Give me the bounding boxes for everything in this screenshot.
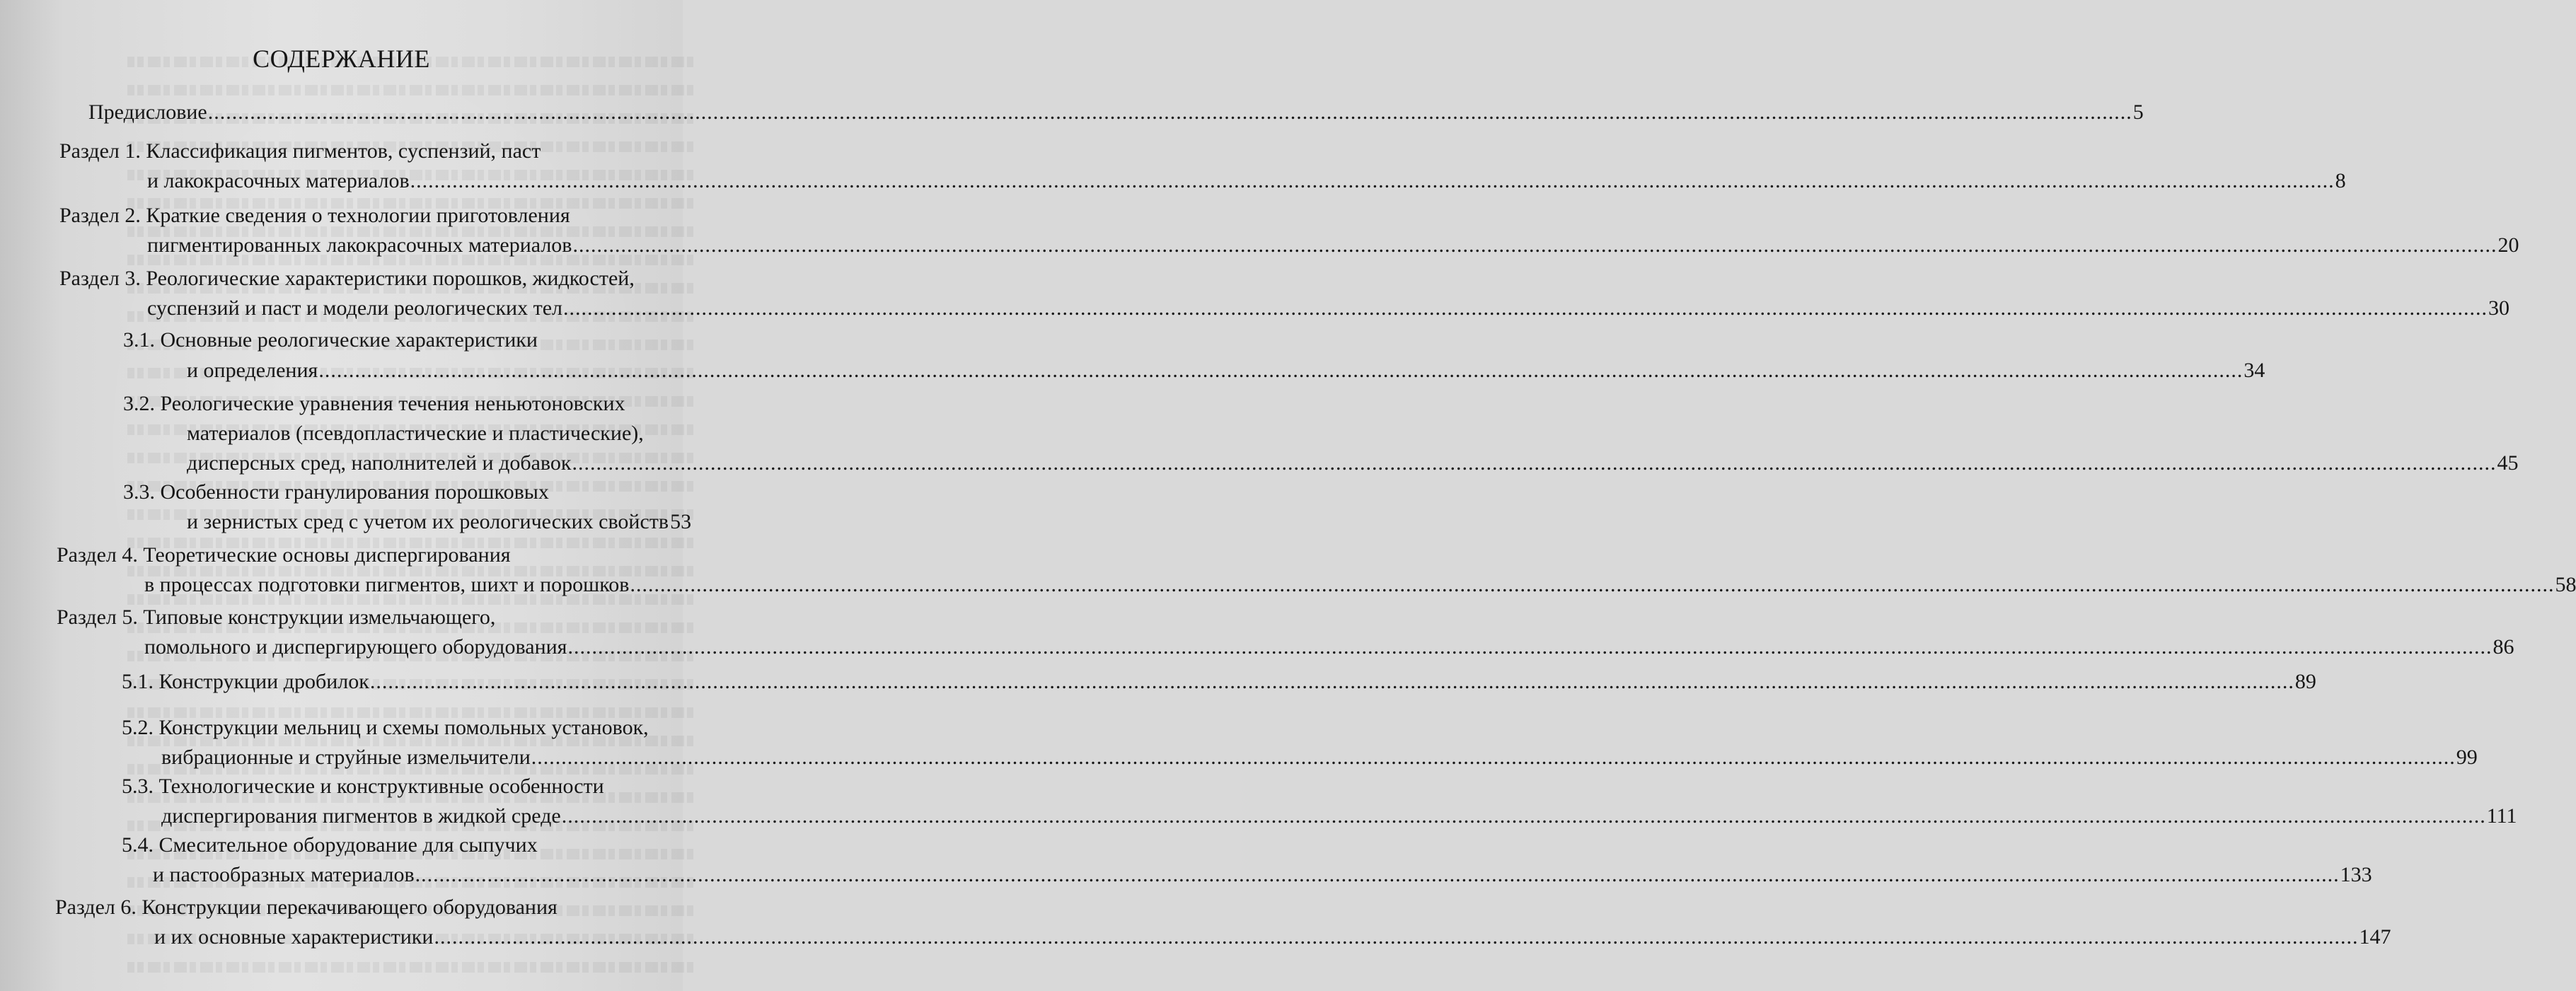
toc-page-number: 5 — [2132, 100, 2144, 124]
leader-dots — [567, 637, 2492, 658]
toc-entry-last-line — [147, 233, 2519, 257]
toc-page-number: 20 — [2497, 233, 2519, 257]
toc-page-number: 53 — [670, 510, 692, 533]
toc-entry-line: Раздел 5. Типовые конструкции измельчающего, — [57, 605, 496, 629]
toc-entry-line: 5.2. Конструкции мельниц и схемы помольных установок, — [122, 716, 649, 739]
toc-entry-last-line — [144, 635, 2514, 659]
toc-entry-line: 5.3. Технологические и конструктивные особенности — [122, 775, 604, 798]
toc-entry-line: 3.2. Реологические уравнения течения неньютоновских — [123, 392, 625, 415]
toc-entry-preface — [88, 100, 2144, 130]
toc-entry-last-line — [153, 863, 2372, 886]
toc-page-number: 34 — [2243, 359, 2265, 382]
toc-entry-last-line — [144, 573, 2576, 596]
toc-entry-5-1 — [122, 670, 2316, 700]
toc-page-number: 30 — [2488, 296, 2509, 320]
toc-entry-5-2 — [122, 716, 2478, 774]
toc-entry-last-line — [187, 451, 2519, 475]
toc-entry-text: помольного и диспергирующего оборудования — [144, 635, 567, 659]
toc-entry-3-1 — [123, 328, 2265, 386]
toc-entry-text: 5.1. Конструкции дробилок — [122, 670, 369, 693]
toc-entry-line: Раздел 3. Реологические характеристики порошков, жидкостей, — [59, 267, 635, 290]
leader-dots — [410, 170, 2335, 192]
toc-page-number: 45 — [2497, 451, 2519, 475]
toc-entry-last-line — [161, 746, 2478, 769]
toc-entry-text: Предисловие — [88, 100, 207, 124]
toc-entry-last-line — [187, 510, 692, 533]
toc-entry-text: и зернистых сред с учетом их реологических свойств — [187, 510, 669, 533]
leader-dots — [434, 927, 2358, 948]
toc-entry-last-line — [147, 296, 2509, 320]
toc-page-number: 147 — [2359, 925, 2391, 949]
leader-dots — [370, 671, 2294, 692]
toc-page-number: 58 — [2555, 573, 2576, 596]
leader-dots — [415, 864, 2340, 886]
toc-entry-line: Раздел 6. Конструкции перекачивающего оборудования — [55, 896, 558, 919]
leader-dots — [562, 806, 2486, 827]
toc-entry-3-3 — [123, 480, 692, 538]
toc-entry-section-4 — [57, 543, 2576, 601]
toc-entry-section-2 — [59, 204, 2519, 262]
toc-entry-line: 3.1. Основные реологические характеристики — [123, 328, 538, 352]
toc-page-number: 133 — [2340, 863, 2372, 886]
toc-entry-text: в процессах подготовки пигментов, шихт и порошков — [144, 573, 630, 596]
toc-entry-last-line — [122, 670, 2316, 693]
leader-dots — [572, 453, 2496, 474]
toc-entry-text: и определения — [187, 359, 318, 382]
toc-entry-text: суспензий и паст и модели реологических тел — [147, 296, 562, 320]
toc-entry-text: дисперсных сред, наполнителей и добавок — [187, 451, 572, 475]
toc-entry-section-5 — [57, 605, 2514, 663]
toc-entry-section-6 — [55, 896, 2391, 954]
toc-entry-last-line — [161, 804, 2517, 828]
toc-entry-3-2 — [123, 392, 2519, 478]
toc-entry-text: и лакокрасочных материалов — [147, 169, 410, 192]
toc-page-number: 111 — [2486, 804, 2517, 828]
toc-entry-line: Раздел 1. Классификация пигментов, суспензий, паст — [59, 139, 541, 163]
toc-entry-text: вибрационные и струйные измельчители — [161, 746, 531, 769]
toc-entry-section-1 — [59, 139, 2346, 197]
toc-entry-5-4 — [122, 833, 2372, 891]
toc-entry-text: и пастообразных материалов — [153, 863, 415, 886]
toc-entry-line: Раздел 4. Теоретические основы диспергирования — [57, 543, 511, 567]
toc-page-number: 86 — [2493, 635, 2514, 659]
toc-entry-last-line — [88, 100, 2144, 124]
toc-page-number: 99 — [2456, 746, 2478, 769]
toc-entry-last-line — [187, 359, 2265, 382]
toc-page-number: 89 — [2294, 670, 2316, 693]
leader-dots — [318, 360, 2243, 381]
leader-dots — [563, 298, 2488, 319]
leader-dots — [572, 235, 2497, 256]
toc-entry-line: материалов (псевдопластические и пластические), — [187, 422, 644, 445]
leader-dots — [630, 574, 2554, 596]
toc-entry-line: 5.4. Смесительное оборудование для сыпучих — [122, 833, 538, 857]
leader-dots — [208, 102, 2132, 123]
page-title: СОДЕРЖАНИЕ — [253, 45, 430, 73]
toc-entry-last-line — [147, 169, 2346, 192]
toc-entry-last-line — [154, 925, 2391, 949]
toc-entry-section-3 — [59, 267, 2509, 325]
toc-entry-line: Раздел 2. Краткие сведения о технологии приготовления — [59, 204, 570, 227]
leader-dots — [531, 747, 2456, 768]
toc-entry-line: 3.3. Особенности гранулирования порошковых — [123, 480, 549, 504]
toc-entry-text: и их основные характеристики — [154, 925, 434, 949]
toc-entry-text: пигментированных лакокрасочных материалов — [147, 233, 572, 257]
toc-entry-5-3 — [122, 775, 2517, 833]
toc-page-number: 8 — [2335, 169, 2346, 192]
toc-entry-text: диспергирования пигментов в жидкой среде — [161, 804, 561, 828]
